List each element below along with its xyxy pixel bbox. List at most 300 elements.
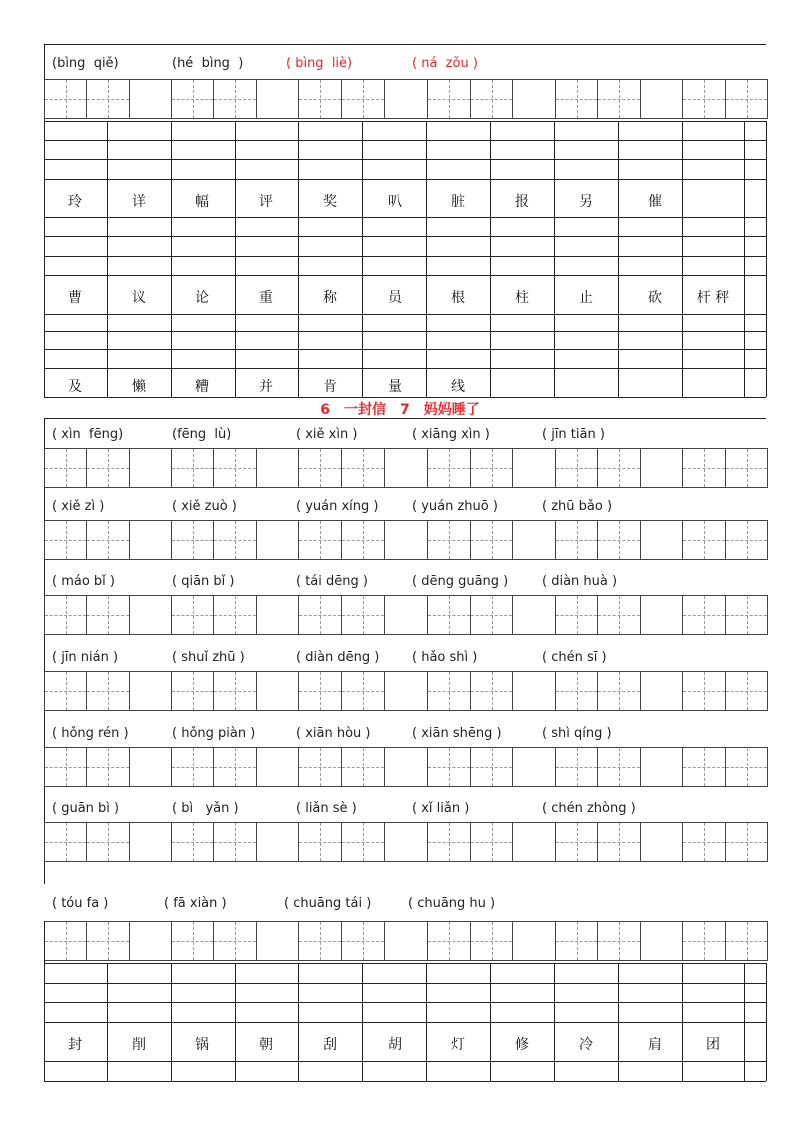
column-line — [490, 121, 491, 397]
hanzi-char: 称 — [323, 290, 337, 306]
column-line — [618, 121, 619, 397]
writing-box — [171, 671, 214, 711]
writing-box — [341, 595, 385, 635]
guide-line — [235, 672, 236, 710]
column-line — [107, 121, 108, 397]
guide-line — [747, 672, 748, 710]
ruled-line — [44, 256, 766, 257]
writing-box — [682, 595, 726, 635]
writing-box — [555, 79, 598, 119]
writing-box — [341, 448, 385, 488]
hanzi-char: 朝 — [259, 1037, 273, 1053]
hanzi-char: 议 — [132, 290, 146, 306]
pinyin-label: ( xǐ liǎn ) — [412, 801, 470, 816]
writing-box — [512, 448, 556, 488]
pinyin-label: ( qiān bǐ ) — [172, 574, 235, 589]
pinyin-label: ( hǎo shì ) — [412, 650, 478, 665]
section-title: 6 一封信 7 妈妈睡了 — [320, 402, 480, 418]
hanzi-char: 报 — [515, 194, 529, 210]
writing-box — [86, 520, 130, 560]
column-line — [766, 121, 767, 397]
writing-box — [86, 448, 130, 488]
writing-box — [640, 671, 683, 711]
writing-box — [44, 921, 87, 961]
hanzi-char: 评 — [259, 194, 273, 210]
writing-box — [427, 822, 471, 862]
writing-box — [213, 921, 257, 961]
writing-box — [384, 448, 428, 488]
writing-box — [256, 921, 299, 961]
column-line — [298, 121, 299, 397]
writing-box — [682, 448, 726, 488]
pinyin-label: ( xiān shēng ) — [412, 726, 502, 741]
guide-line — [492, 922, 493, 960]
ruled-line — [44, 179, 766, 180]
pinyin-label: ( xiě xìn ) — [296, 427, 358, 442]
pinyin-label: ( jīn tiān ) — [542, 427, 605, 442]
pinyin-label: ( yuán xíng ) — [296, 499, 379, 514]
hanzi-char: 曹 — [68, 290, 82, 306]
column-line — [171, 963, 172, 1081]
column-line — [490, 963, 491, 1081]
column-line — [362, 121, 363, 397]
guide-line — [704, 596, 705, 634]
ruled-line — [44, 314, 766, 315]
guide-line — [747, 449, 748, 487]
guide-line — [363, 748, 364, 786]
guide-line — [449, 449, 450, 487]
hanzi-char: 玲 — [68, 194, 82, 210]
writing-box — [171, 747, 214, 787]
column-line — [44, 121, 45, 397]
guide-line — [449, 596, 450, 634]
hanzi-char: 砍 — [648, 290, 662, 306]
guide-line — [704, 922, 705, 960]
hanzi-char: 肩 — [648, 1037, 662, 1053]
writing-box — [512, 822, 556, 862]
writing-box — [512, 921, 556, 961]
writing-box — [597, 595, 641, 635]
guide-line — [747, 80, 748, 118]
writing-box — [725, 822, 768, 862]
column-line — [171, 121, 172, 397]
writing-box — [384, 79, 428, 119]
hanzi-char: 详 — [132, 194, 146, 210]
writing-box — [470, 671, 513, 711]
writing-box — [341, 822, 385, 862]
guide-line — [363, 449, 364, 487]
ruled-line — [44, 963, 766, 964]
hanzi-char: 脏 — [451, 194, 465, 210]
guide-line — [235, 80, 236, 118]
writing-box — [725, 671, 768, 711]
guide-line — [449, 748, 450, 786]
guide-line — [108, 449, 109, 487]
pinyin-label: ( chén sī ) — [542, 650, 607, 665]
guide-line — [619, 748, 620, 786]
pinyin-label: ( shuǐ zhū ) — [172, 650, 245, 665]
guide-line — [193, 922, 194, 960]
guide-line — [108, 672, 109, 710]
writing-box — [256, 520, 299, 560]
writing-box — [256, 448, 299, 488]
writing-box — [86, 921, 130, 961]
pinyin-label: ( xìn fēng) — [52, 427, 124, 442]
writing-box — [86, 822, 130, 862]
writing-box — [512, 671, 556, 711]
hanzi-char: 奖 — [323, 194, 337, 210]
guide-line — [108, 922, 109, 960]
guide-line — [235, 449, 236, 487]
writing-box — [470, 448, 513, 488]
writing-box — [725, 520, 768, 560]
writing-box — [213, 79, 257, 119]
writing-box — [427, 921, 471, 961]
writing-box — [512, 747, 556, 787]
pinyin-label: ( diàn dēng ) — [296, 650, 380, 665]
guide-line — [449, 521, 450, 559]
ruled-line — [44, 1022, 766, 1023]
section-rule — [44, 418, 766, 419]
writing-box — [470, 520, 513, 560]
guide-line — [363, 922, 364, 960]
guide-line — [66, 80, 67, 118]
pinyin-label: ( diàn huà ) — [542, 574, 618, 589]
guide-line — [747, 748, 748, 786]
guide-line — [619, 80, 620, 118]
writing-box — [86, 671, 130, 711]
pinyin-label: ( dēng guāng ) — [412, 574, 509, 589]
hanzi-char: 论 — [195, 290, 209, 306]
writing-box — [44, 595, 87, 635]
guide-line — [235, 748, 236, 786]
guide-line — [193, 449, 194, 487]
writing-box — [555, 595, 598, 635]
column-line — [554, 963, 555, 1081]
column-line — [235, 121, 236, 397]
writing-box — [213, 595, 257, 635]
hanzi-char: 柱 — [515, 290, 529, 306]
guide-line — [108, 521, 109, 559]
writing-box — [129, 921, 172, 961]
guide-line — [619, 922, 620, 960]
hanzi-char: 冷 — [579, 1037, 593, 1053]
writing-box — [682, 822, 726, 862]
pinyin-top-3: ( bìng liè) — [286, 56, 353, 71]
guide-line — [320, 521, 321, 559]
hanzi-char: 止 — [579, 290, 593, 306]
guide-line — [235, 521, 236, 559]
writing-box — [129, 747, 172, 787]
guide-line — [193, 80, 194, 118]
ruled-line — [44, 121, 766, 122]
guide-line — [747, 922, 748, 960]
ruled-line — [44, 349, 766, 350]
column-line — [766, 963, 767, 1081]
guide-line — [747, 823, 748, 861]
writing-box — [298, 448, 342, 488]
hanzi-char: 削 — [132, 1037, 146, 1053]
writing-box — [256, 822, 299, 862]
writing-box — [427, 79, 471, 119]
ruled-line — [44, 331, 766, 332]
writing-box — [213, 448, 257, 488]
writing-box — [129, 595, 172, 635]
hanzi-char: 并 — [259, 379, 273, 395]
writing-box — [384, 671, 428, 711]
pinyin-label: ( hǒng rén ) — [52, 726, 129, 741]
pinyin-label: ( fā xiàn ) — [164, 896, 227, 911]
writing-box — [213, 747, 257, 787]
guide-line — [492, 521, 493, 559]
writing-box — [512, 79, 556, 119]
guide-line — [193, 596, 194, 634]
guide-line — [320, 748, 321, 786]
pinyin-label: ( xiāng xìn ) — [412, 427, 490, 442]
guide-line — [492, 748, 493, 786]
guide-line — [320, 823, 321, 861]
writing-box — [640, 595, 683, 635]
ruled-line — [44, 983, 766, 984]
hanzi-char: 另 — [579, 194, 593, 210]
writing-box — [171, 448, 214, 488]
column-line — [235, 963, 236, 1081]
writing-box — [298, 921, 342, 961]
writing-box — [427, 520, 471, 560]
writing-box — [682, 671, 726, 711]
hanzi-char: 根 — [451, 290, 465, 306]
guide-line — [320, 449, 321, 487]
guide-line — [492, 449, 493, 487]
writing-box — [44, 671, 87, 711]
guide-line — [449, 823, 450, 861]
pinyin-label: ( zhū bǎo ) — [542, 499, 613, 514]
writing-box — [597, 79, 641, 119]
guide-line — [577, 80, 578, 118]
ruled-line — [44, 1061, 766, 1062]
pinyin-label: ( jīn nián ) — [52, 650, 119, 665]
column-line — [107, 963, 108, 1081]
writing-box — [384, 822, 428, 862]
pinyin-label: ( bì yǎn ) — [172, 801, 239, 816]
column-line — [682, 121, 683, 397]
pinyin-label: ( xiān hòu ) — [296, 726, 371, 741]
writing-box — [682, 520, 726, 560]
writing-box — [256, 747, 299, 787]
hanzi-char: 幅 — [195, 194, 209, 210]
guide-line — [66, 521, 67, 559]
writing-box — [129, 79, 172, 119]
guide-line — [577, 823, 578, 861]
writing-box — [427, 671, 471, 711]
guide-line — [492, 672, 493, 710]
guide-line — [193, 748, 194, 786]
ruled-line — [44, 397, 766, 398]
writing-box — [512, 595, 556, 635]
writing-box — [171, 921, 214, 961]
guide-line — [492, 596, 493, 634]
column-line — [426, 121, 427, 397]
pinyin-top-2: (hé bìng ) — [172, 56, 244, 71]
ruled-line — [44, 1002, 766, 1003]
column-line — [744, 121, 745, 397]
guide-line — [704, 672, 705, 710]
guide-line — [449, 922, 450, 960]
guide-line — [235, 823, 236, 861]
writing-box — [341, 79, 385, 119]
writing-box — [341, 747, 385, 787]
writing-box — [44, 79, 87, 119]
writing-box — [597, 520, 641, 560]
writing-box — [298, 520, 342, 560]
ruled-line — [44, 217, 766, 218]
writing-box — [512, 520, 556, 560]
guide-line — [619, 672, 620, 710]
writing-box — [597, 921, 641, 961]
writing-box — [256, 79, 299, 119]
guide-line — [108, 748, 109, 786]
writing-box — [341, 520, 385, 560]
pinyin-label: (fēng lù) — [172, 427, 232, 442]
pinyin-label: ( shì qíng ) — [542, 726, 612, 741]
guide-line — [235, 922, 236, 960]
writing-box — [341, 921, 385, 961]
pinyin-label: ( xiě zì ) — [52, 499, 105, 514]
writing-box — [555, 921, 598, 961]
writing-box — [213, 822, 257, 862]
pinyin-top-1: (bìng qiě) — [52, 56, 119, 71]
guide-line — [577, 672, 578, 710]
guide-line — [363, 672, 364, 710]
writing-box — [555, 747, 598, 787]
guide-line — [619, 449, 620, 487]
hanzi-char: 量 — [388, 379, 402, 395]
writing-box — [298, 79, 342, 119]
guide-line — [193, 672, 194, 710]
guide-line — [66, 449, 67, 487]
hanzi-char: 叭 — [388, 194, 402, 210]
guide-line — [363, 823, 364, 861]
pinyin-label: ( chuāng hu ) — [408, 896, 496, 911]
hanzi-char: 修 — [515, 1037, 529, 1053]
guide-line — [193, 823, 194, 861]
pinyin-label: ( hǒng piàn ) — [172, 726, 256, 741]
ruled-line — [44, 1081, 766, 1082]
guide-line — [704, 748, 705, 786]
writing-box — [682, 747, 726, 787]
writing-box — [555, 671, 598, 711]
ruled-line — [44, 368, 766, 369]
column-line — [618, 963, 619, 1081]
guide-line — [363, 80, 364, 118]
guide-line — [704, 521, 705, 559]
column-line — [44, 963, 45, 1081]
ruled-line — [44, 275, 766, 276]
writing-box — [470, 79, 513, 119]
pinyin-label: ( tái dēng ) — [296, 574, 368, 589]
guide-line — [66, 823, 67, 861]
writing-box — [384, 921, 428, 961]
guide-line — [619, 823, 620, 861]
pinyin-label: ( tóu fa ) — [52, 896, 109, 911]
writing-box — [725, 79, 768, 119]
hanzi-char: 刮 — [323, 1037, 337, 1053]
writing-box — [640, 520, 683, 560]
writing-box — [298, 822, 342, 862]
writing-box — [725, 747, 768, 787]
guide-line — [320, 922, 321, 960]
guide-line — [577, 596, 578, 634]
writing-box — [171, 595, 214, 635]
writing-box — [555, 822, 598, 862]
writing-box — [44, 747, 87, 787]
writing-box — [171, 822, 214, 862]
guide-line — [320, 596, 321, 634]
ruled-line — [44, 236, 766, 237]
writing-box — [86, 595, 130, 635]
pinyin-label: ( chén zhòng ) — [542, 801, 636, 816]
writing-box — [384, 747, 428, 787]
writing-box — [555, 520, 598, 560]
writing-box — [470, 822, 513, 862]
writing-box — [470, 921, 513, 961]
guide-line — [747, 596, 748, 634]
pinyin-label: ( máo bǐ ) — [52, 574, 115, 589]
guide-line — [108, 823, 109, 861]
writing-box — [44, 822, 87, 862]
guide-line — [747, 521, 748, 559]
guide-line — [449, 80, 450, 118]
hanzi-char: 灯 — [451, 1037, 465, 1053]
writing-box — [640, 747, 683, 787]
guide-line — [193, 521, 194, 559]
guide-line — [363, 521, 364, 559]
guide-line — [108, 80, 109, 118]
hanzi-char: 肯 — [323, 379, 337, 395]
writing-box — [213, 671, 257, 711]
writing-box — [640, 822, 683, 862]
writing-box — [597, 822, 641, 862]
writing-box — [427, 448, 471, 488]
guide-line — [66, 596, 67, 634]
guide-line — [66, 922, 67, 960]
writing-box — [682, 921, 726, 961]
guide-line — [320, 672, 321, 710]
writing-box — [640, 79, 683, 119]
guide-line — [577, 748, 578, 786]
writing-box — [298, 671, 342, 711]
hanzi-char: 糟 — [195, 379, 209, 395]
guide-line — [66, 748, 67, 786]
writing-box — [427, 747, 471, 787]
column-line — [362, 963, 363, 1081]
guide-line — [577, 449, 578, 487]
writing-box — [682, 79, 726, 119]
pinyin-top-4: ( ná zǒu ) — [412, 56, 478, 71]
writing-box — [597, 747, 641, 787]
writing-box — [470, 747, 513, 787]
writing-box — [256, 595, 299, 635]
guide-line — [108, 596, 109, 634]
guide-line — [66, 672, 67, 710]
writing-box — [86, 79, 130, 119]
hanzi-char: 锅 — [195, 1037, 209, 1053]
guide-line — [619, 596, 620, 634]
guide-line — [320, 80, 321, 118]
guide-line — [449, 672, 450, 710]
pinyin-label: ( xiě zuò ) — [172, 499, 237, 514]
guide-line — [704, 823, 705, 861]
